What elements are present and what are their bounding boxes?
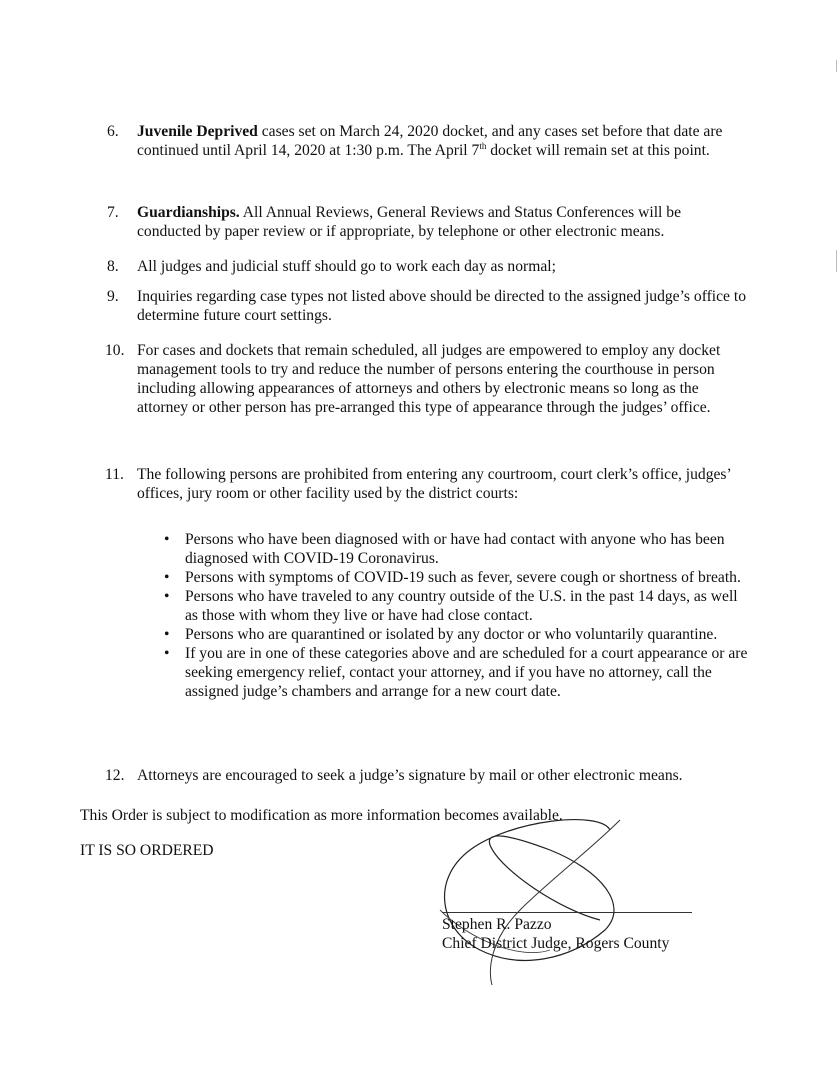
item-text: The following persons are prohibited from entering any courtroom, court clerk’s office, judges’ offices, jury room or other facility used by the district courts: — [137, 466, 731, 502]
item-number: 12. — [105, 767, 125, 784]
list-item — [160, 587, 750, 625]
item-10 — [107, 341, 747, 417]
list-item — [160, 644, 750, 701]
signer-title: Chief District Judge, Rogers County — [442, 935, 670, 952]
item-text-part: docket will remain set at this point. — [486, 142, 710, 159]
item-text — [137, 203, 747, 241]
item-number: 11. — [105, 466, 124, 483]
bullet-text: Persons who are quarantined or isolated by any doctor or who voluntarily quarantine. — [185, 626, 718, 643]
bullet-icon: • — [164, 531, 170, 548]
bullet-text: If you are in one of these categories above and are scheduled for a court appearance or are seeking emergency relief, contact your attorney, and if you have no attorney, call the assigned judge’s chambers and arrange for a new court date. — [185, 645, 748, 700]
ordered-statement: IT IS SO ORDERED — [80, 842, 214, 859]
bullet-icon: • — [164, 626, 170, 643]
bullet-text: Persons with symptoms of COVID-19 such as fever, severe cough or shortness of breath. — [185, 569, 741, 586]
list-item — [160, 625, 750, 644]
list-item — [160, 530, 750, 568]
item-text: For cases and dockets that remain scheduled, all judges are empowered to employ any docket management tools to try and reduce the number of persons entering the courthouse in person including allowing appearances of attorneys and others by electronic means so long as the attorney or other person has pre-arranged this type of appearance through the judges’ office. — [137, 342, 721, 416]
item-number: 9. — [107, 288, 119, 305]
bullet-text: Persons who have traveled to any country outside of the U.S. in the past 14 days, as well as those with whom they live or have had close contact. — [185, 588, 738, 624]
item-text: Inquiries regarding case types not listed above should be directed to the assigned judge’s office to determine future court settings. — [137, 288, 747, 324]
item-text — [137, 122, 747, 160]
item-text-part: cases set on March 24, 2020 docket, and any cases set before that date are continued until April 14, 2020 at 1:30 p.m. The April 7 — [137, 123, 723, 159]
item-heading: Juvenile Deprived — [137, 123, 258, 140]
item-text: Attorneys are encouraged to seek a judge’s signature by mail or other electronic means. — [137, 767, 683, 784]
item-number: 8. — [107, 258, 119, 275]
item-heading: Guardianships. — [137, 204, 240, 221]
item-11 — [107, 465, 747, 503]
bullet-icon: • — [164, 645, 170, 662]
item-8 — [107, 257, 747, 276]
signature-line — [442, 912, 692, 913]
item-text: All judges and judicial stuff should go to work each day as normal; — [137, 258, 556, 275]
item-9 — [107, 287, 747, 325]
bullet-icon: • — [164, 569, 170, 586]
item-6 — [107, 122, 747, 160]
item-7 — [107, 203, 747, 241]
scan-mark — [836, 250, 837, 272]
item-number: 7. — [107, 204, 119, 221]
item-text-part: All Annual Reviews, General Reviews and Status Conferences will be conducted by paper review or if appropriate, by telephone or other electronic means. — [137, 204, 682, 240]
item-12 — [107, 766, 747, 785]
bullet-icon: • — [164, 588, 170, 605]
list-item — [160, 568, 750, 587]
bullet-text: Persons who have been diagnosed with or have had contact with anyone who has been diagnosed with COVID-19 Coronavirus. — [185, 531, 725, 567]
item-number: 6. — [107, 123, 119, 140]
signer-name: Stephen R. Pazzo — [442, 916, 552, 933]
scan-mark — [836, 60, 837, 72]
prohibited-persons-list — [160, 530, 750, 701]
modification-note: This Order is subject to modification as more information becomes available. — [80, 807, 563, 824]
superscript: th — [479, 140, 487, 151]
item-number: 10. — [105, 342, 125, 359]
handwritten-signature — [430, 810, 650, 990]
